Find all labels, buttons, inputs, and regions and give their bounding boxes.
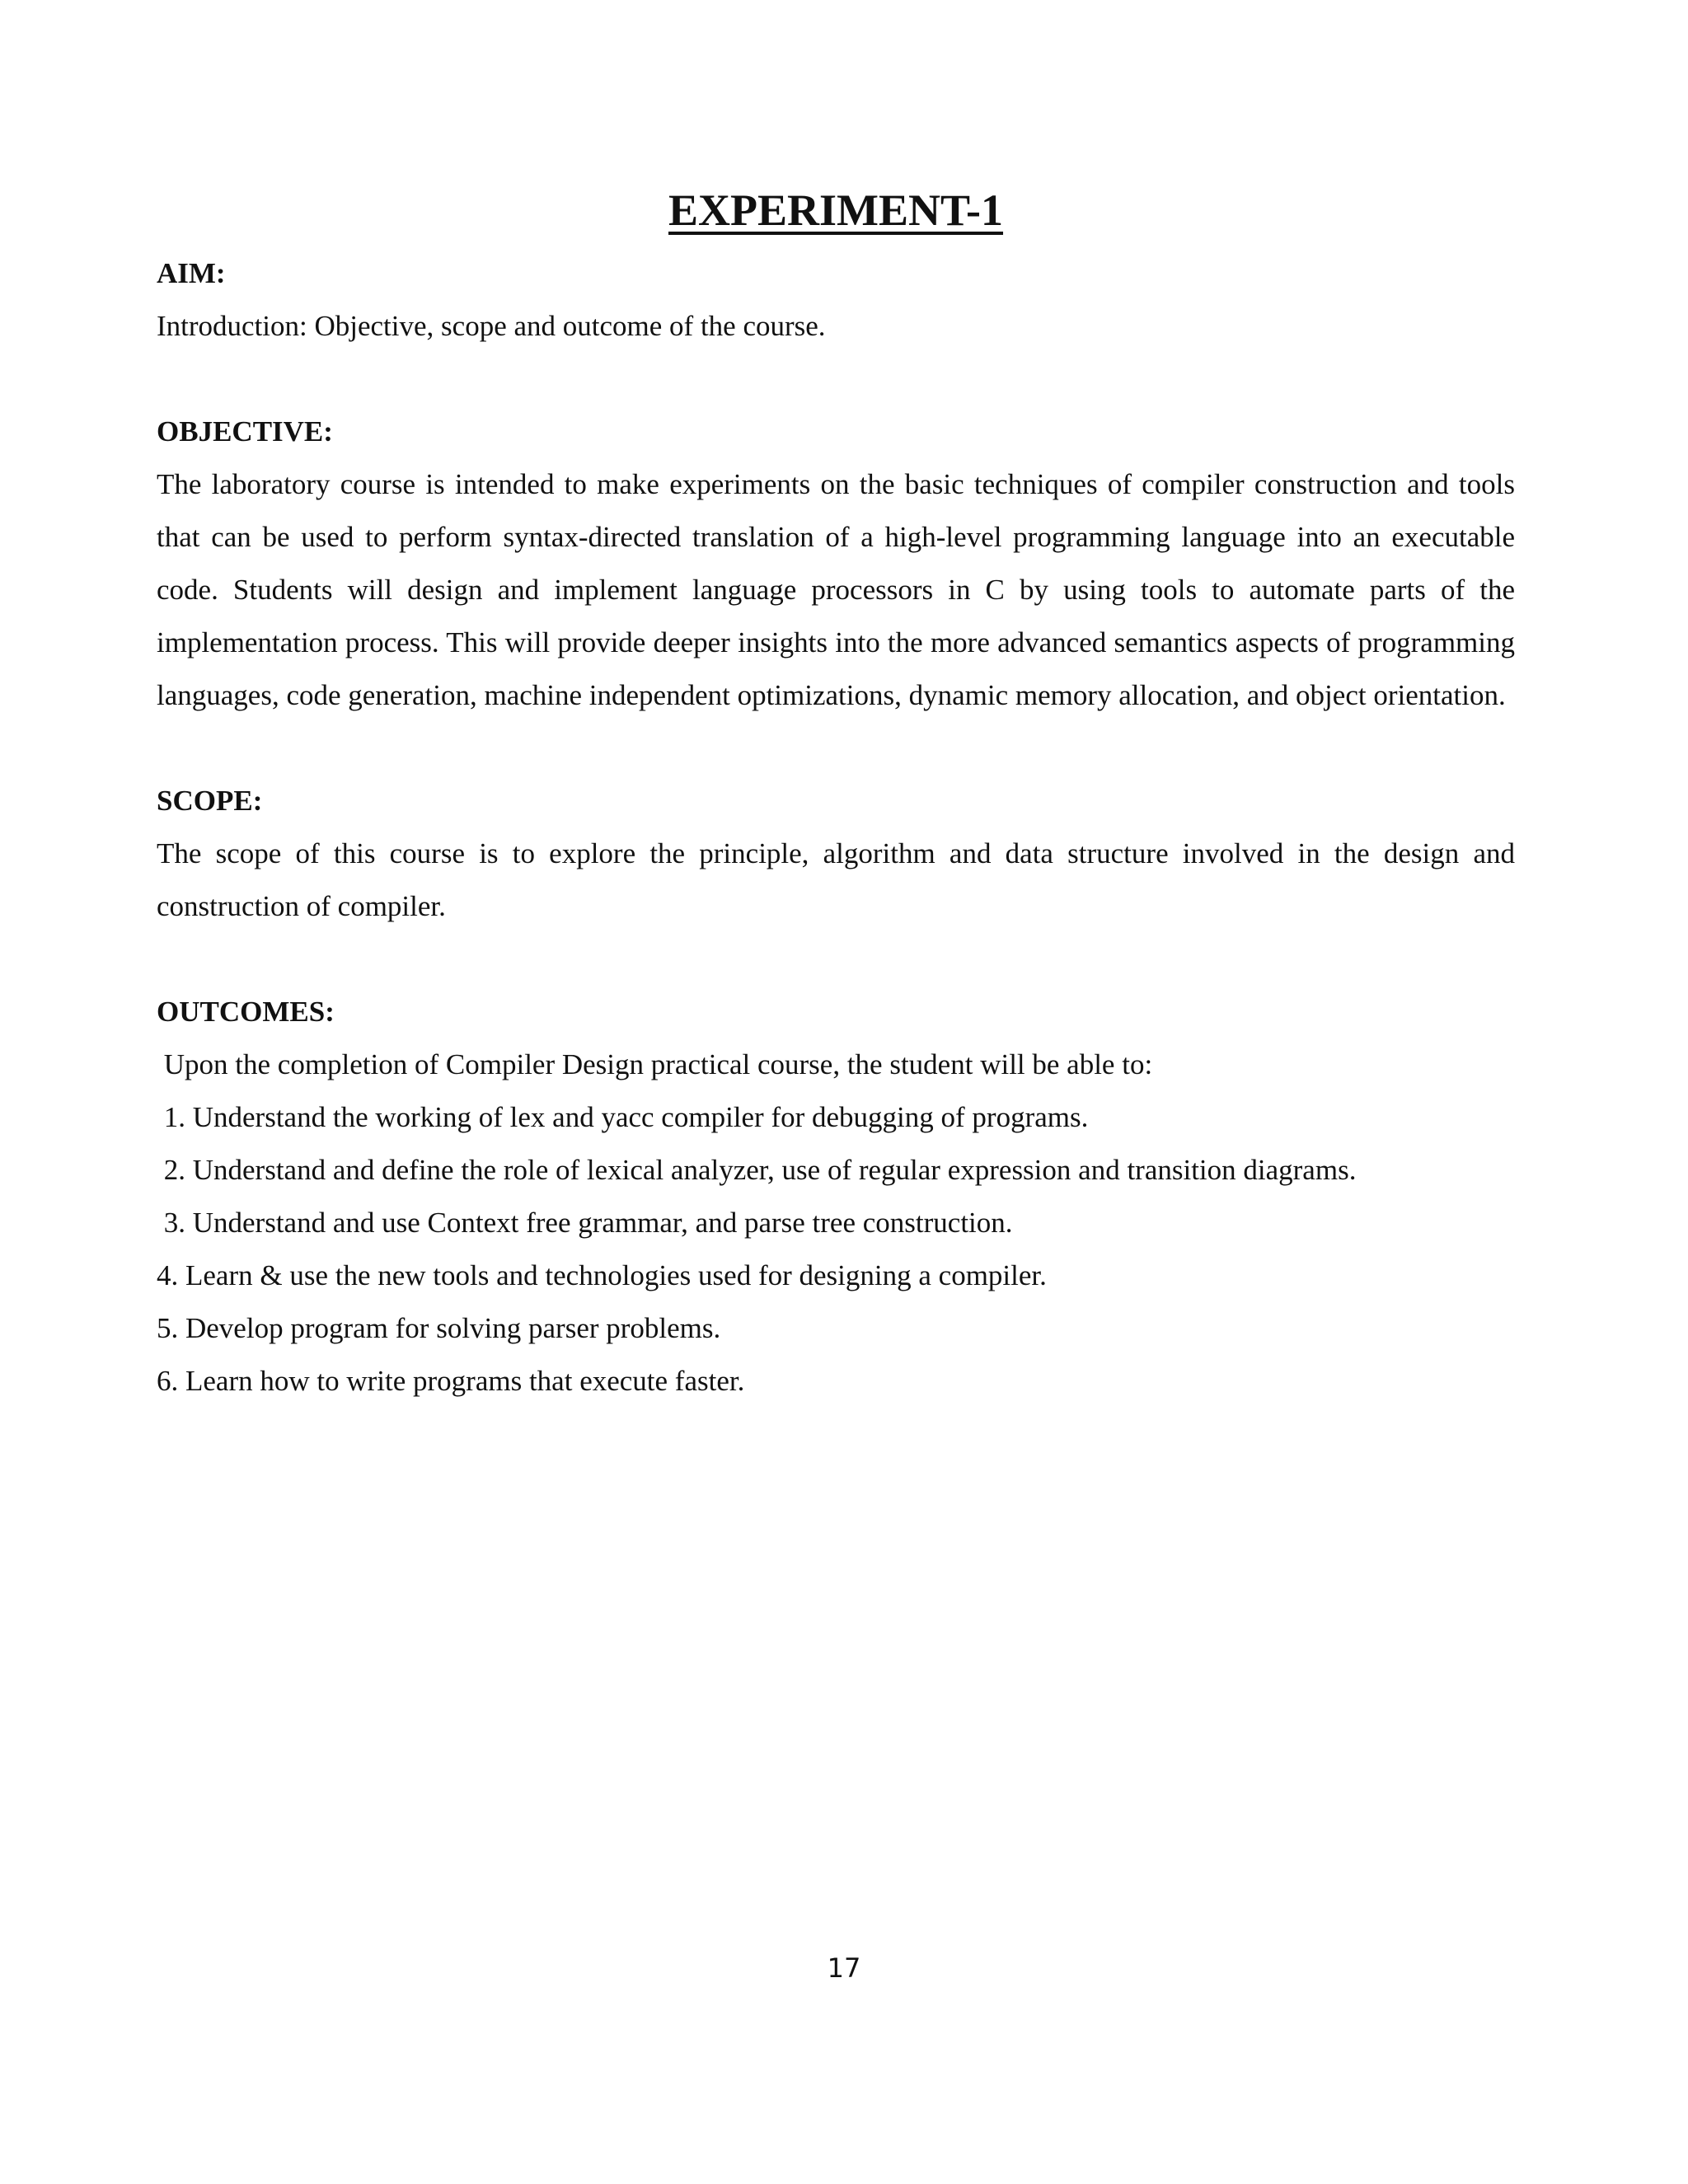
- outcomes-intro: Upon the completion of Compiler Design practical course, the student will be able to:: [157, 1048, 1153, 1080]
- objective-text: The laboratory course is intended to make experiments on the basic techniques of compiler construction and tools that can be used to perform syntax-directed translation of a high-level programming language into an executable code. Students will design and implement language processors in C by using tools to automate parts of the implementation process. This will provide deeper insights into the more advanced semantics aspects of programming languages, code generation, machine independent optimizations, dynamic memory allocation, and object orientation.: [157, 468, 1515, 711]
- section-spacer: [157, 933, 1515, 986]
- section-spacer: [157, 353, 1515, 405]
- scope-section: [157, 775, 1515, 933]
- outcome-item-3: 3. Understand and use Context free grammar, and parse tree construction.: [157, 1207, 1013, 1239]
- scope-heading: SCOPE:: [157, 785, 263, 817]
- objective-section: [157, 405, 1515, 722]
- outcome-item-2: 2. Understand and define the role of lexical analyzer, use of regular expression and transition diagrams.: [157, 1154, 1357, 1186]
- aim-text: Introduction: Objective, scope and outcome of the course.: [157, 310, 826, 342]
- outcome-item-1: 1. Understand the working of lex and yacc compiler for debugging of programs.: [157, 1101, 1089, 1133]
- outcome-item-4: 4. Learn & use the new tools and technologies used for designing a compiler.: [157, 1259, 1047, 1291]
- outcomes-list: [157, 1091, 1515, 1408]
- outcomes-heading: OUTCOMES:: [157, 996, 335, 1028]
- scope-text: The scope of this course is to explore the principle, algorithm and data structure involved in the design and construction of compiler.: [157, 837, 1515, 922]
- page-number: 17: [827, 1952, 861, 1984]
- page-content: [157, 181, 1515, 1408]
- outcome-item-6: 6. Learn how to write programs that execute faster.: [157, 1365, 745, 1397]
- outcomes-section: [157, 986, 1515, 1408]
- aim-heading: AIM:: [157, 257, 226, 289]
- section-spacer: [157, 722, 1515, 775]
- page-title: EXPERIMENT-1: [668, 185, 1004, 235]
- objective-heading: OBJECTIVE:: [157, 415, 333, 448]
- outcome-item-5: 5. Develop program for solving parser problems.: [157, 1312, 721, 1344]
- aim-section: [157, 247, 1515, 353]
